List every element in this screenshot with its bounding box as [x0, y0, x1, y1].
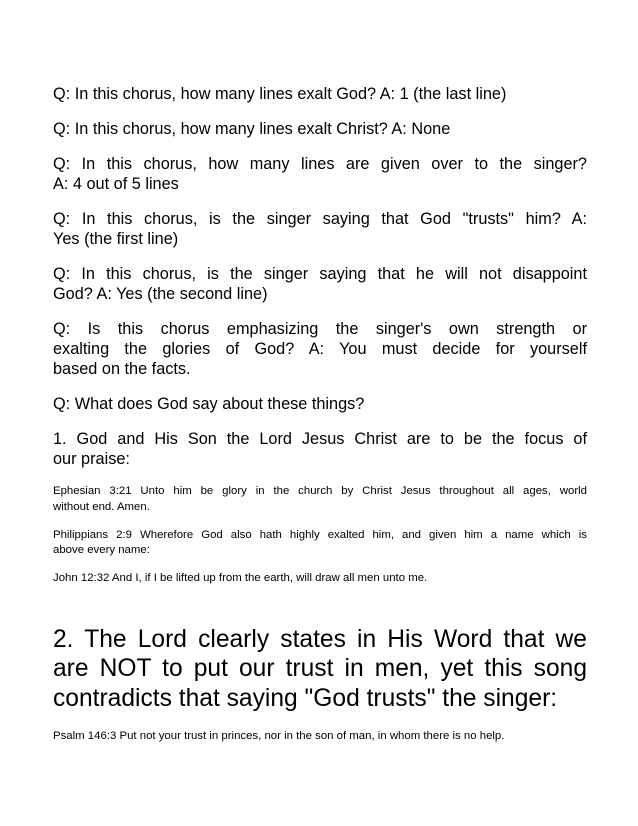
- question-5: [53, 264, 587, 304]
- text-line: Q: In this chorus, how many lines exalt Christ? A: None: [53, 120, 451, 138]
- question-2: [53, 119, 587, 139]
- verse-john: [53, 571, 587, 587]
- text-line: Philippians 2:9 Wherefore God also hath highly exalted him, and given him a name which is: [53, 528, 587, 541]
- text-line: Q: Is this chorus emphasizing the singer's own strength or: [53, 320, 587, 338]
- text-line: 1. God and His Son the Lord Jesus Christ are to be the focus of: [53, 430, 587, 448]
- question-7: [53, 394, 587, 414]
- document-page: [53, 84, 587, 745]
- text-line: Q: What does God say about these things?: [53, 395, 365, 413]
- text-line: God? A: Yes (the second line): [53, 285, 268, 303]
- question-1: [53, 84, 587, 104]
- text-line: John 12:32 And I, if I be lifted up from the earth, will draw all men unto me.: [53, 572, 428, 585]
- text-line: Q: In this chorus, is the singer saying that he will not disappoint: [53, 265, 587, 283]
- text-line: Psalm 146:3 Put not your trust in princes, nor in the son of man, in whom there is no help.: [53, 730, 505, 743]
- text-line: Q: In this chorus, is the singer saying that God "trusts" him? A:: [53, 210, 587, 228]
- question-4: [53, 209, 587, 249]
- text-line: 2. The Lord clearly states in His Word that we: [53, 625, 587, 653]
- verse-ephesians: [53, 484, 587, 516]
- text-line: without end. Amen.: [53, 500, 150, 513]
- text-line: exalting the glories of God? A: You must decide for yourself: [53, 340, 587, 358]
- point-2-heading: [53, 625, 587, 714]
- verse-psalm: [53, 729, 587, 745]
- question-6: [53, 319, 587, 379]
- verse-philippians: [53, 528, 587, 560]
- text-line: our praise:: [53, 450, 130, 468]
- text-line: Ephesian 3:21 Unto him be glory in the church by Christ Jesus throughout all ages, world: [53, 485, 587, 497]
- text-line: Yes (the first line): [53, 230, 179, 248]
- text-line: based on the facts.: [53, 360, 191, 378]
- question-3: [53, 154, 587, 194]
- text-line: contradicts that saying "God trusts" the singer:: [53, 684, 558, 712]
- point-1: [53, 429, 587, 469]
- text-line: Q: In this chorus, how many lines exalt God? A: 1 (the last line): [53, 85, 507, 103]
- text-line: are NOT to put our trust in men, yet this song: [53, 655, 587, 683]
- text-line: Q: In this chorus, how many lines are given over to the singer?: [53, 155, 587, 173]
- text-line: A: 4 out of 5 lines: [53, 175, 179, 193]
- text-line: above every name:: [53, 544, 150, 557]
